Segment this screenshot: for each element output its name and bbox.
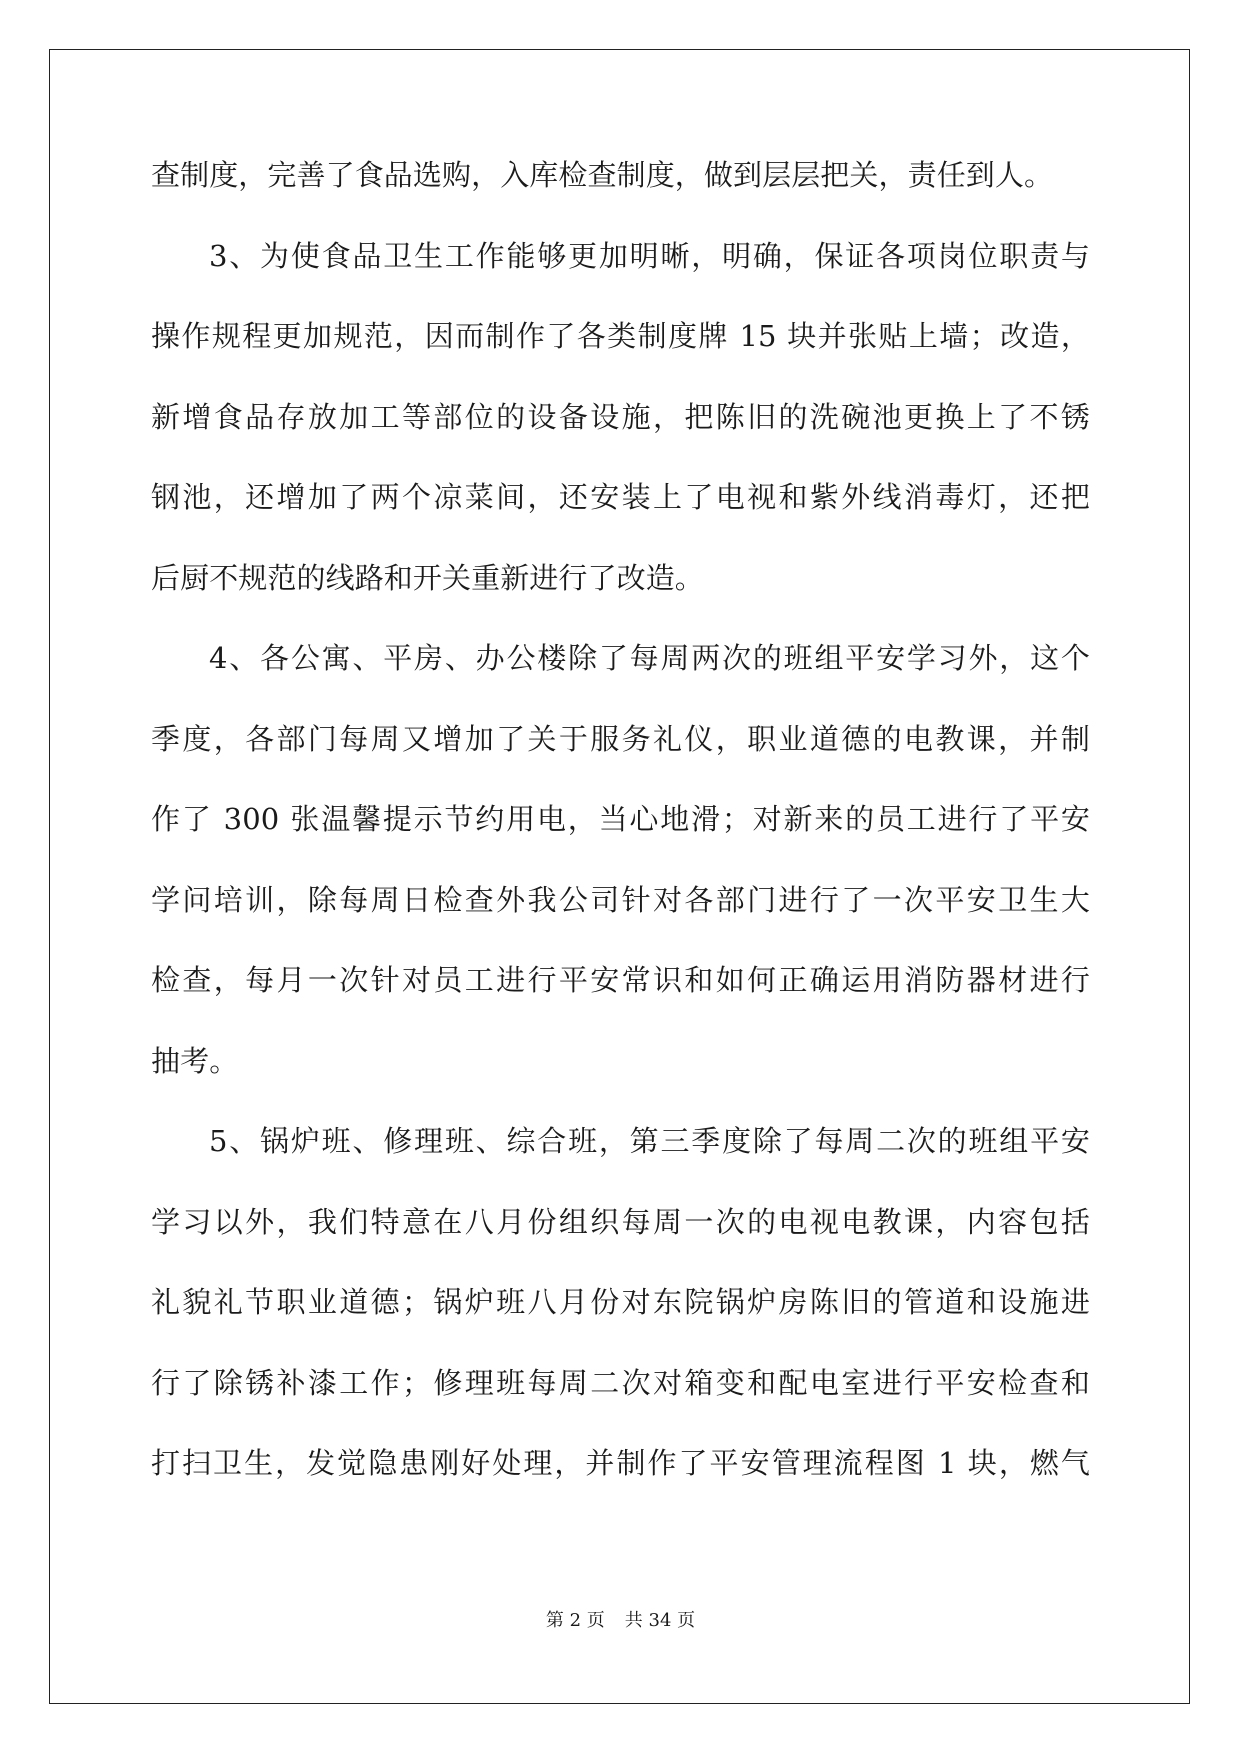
- page-total: 共 34 页: [624, 1610, 696, 1631]
- text-line: 钢池，还增加了两个凉菜间，还安装上了电视和紫外线消毒灯，还把: [151, 480, 1090, 514]
- text-line: 操作规程更加规范，因而制作了各类制度牌 15 块并张贴上墙；改造，: [151, 319, 1090, 353]
- page-number: 第 2 页: [545, 1610, 605, 1631]
- text-line: 5、锅炉班、修理班、综合班，第三季度除了每周二次的班组平安: [209, 1124, 1090, 1158]
- text-line: 季度，各部门每周又增加了关于服务礼仪，职业道德的电教课，并制: [151, 721, 1090, 756]
- text-line: 后厨不规范的线路和开关重新进行了改造。: [151, 560, 704, 595]
- text-line: 查制度，完善了食品选购，入库检查制度，做到层层把关，责任到人。: [151, 158, 1054, 192]
- text-line: 打扫卫生，发觉隐患刚好处理，并制作了平安管理流程图 1 块，燃气: [151, 1446, 1090, 1480]
- text-line: 新增食品存放加工等部位的设备设施，把陈旧的洗碗池更换上了不锈: [151, 399, 1090, 434]
- text-line: 学习以外，我们特意在八月份组织每周一次的电视电教课，内容包括: [151, 1204, 1090, 1239]
- text-line: 行了除锈补漆工作；修理班每周二次对箱变和配电室进行平安检查和: [151, 1365, 1090, 1400]
- text-line: 4、各公寓、平房、办公楼除了每周两次的班组平安学习外，这个: [209, 641, 1090, 675]
- text-line: 作了 300 张温馨提示节约用电，当心地滑；对新来的员工进行了平安: [151, 802, 1090, 836]
- text-line: 3、为使食品卫生工作能够更加明晰，明确，保证各项岗位职责与: [209, 238, 1090, 273]
- text-line: 抽考。: [151, 1043, 239, 1078]
- text-line: 礼貌礼节职业道德；锅炉班八月份对东院锅炉房陈旧的管道和设施进: [151, 1285, 1090, 1319]
- page-footer: [0, 1611, 1241, 1631]
- text-line: 检查，每月一次针对员工进行平安常识和如何正确运用消防器材进行: [151, 963, 1090, 997]
- document-body: [151, 160, 1090, 1529]
- text-line: 学问培训，除每周日检查外我公司针对各部门进行了一次平安卫生大: [151, 882, 1090, 917]
